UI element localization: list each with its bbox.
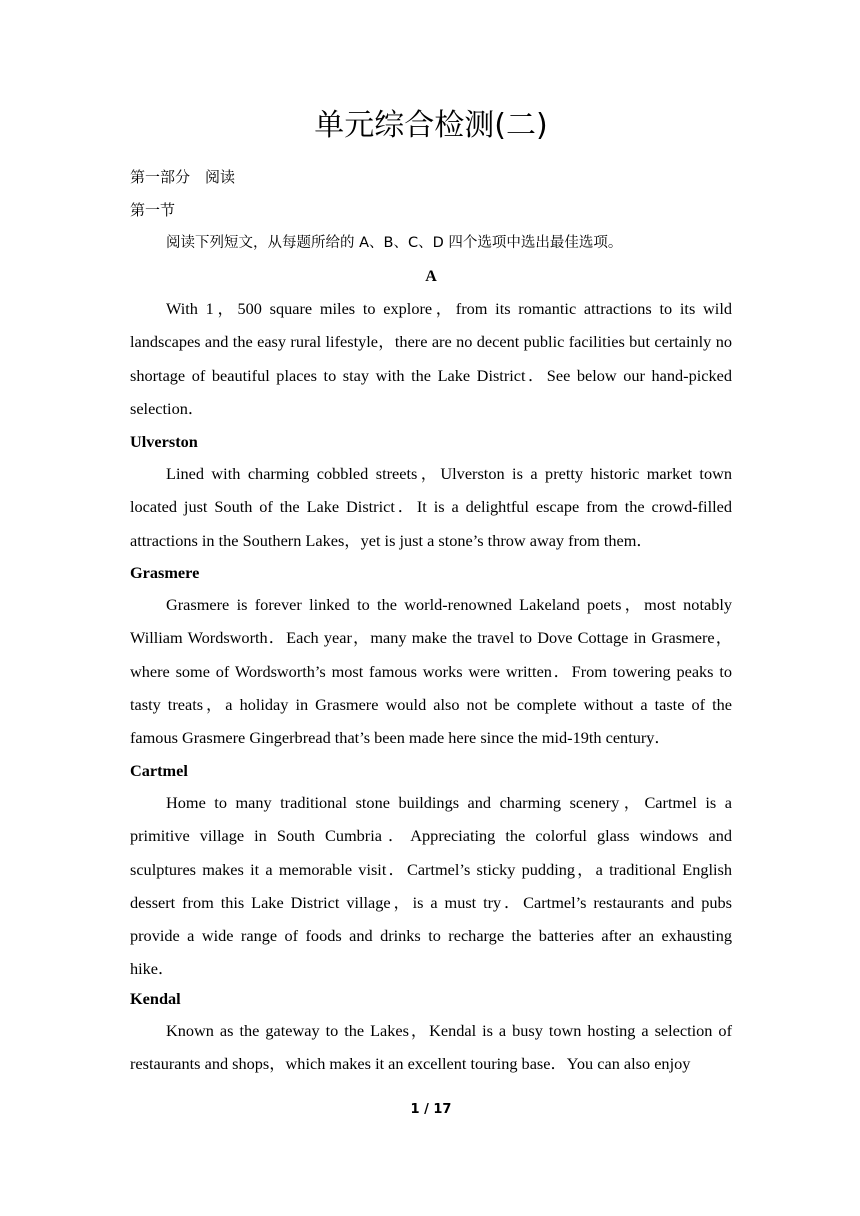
- intro-paragraph: With 1，500 square miles to explore，from its romantic attractions to its wild landscapes and the easy rural lifestyle，there are no decent public facilities but certainly no shortage of beautiful places to stay with the Lake District．See below our hand-picked selection．: [130, 299, 732, 418]
- place-paragraph-ulverston: Lined with charming cobbled streets，Ulverston is a pretty historic market town located just South of the Lake District．It is a delightful escape from the crowd-filled attractions in the Southern Lakes，yet is just a stone’s throw away from them．: [130, 464, 732, 550]
- place-heading-grasmere: Grasmere: [130, 563, 200, 582]
- place-paragraph-kendal: Known as the gateway to the Lakes，Kendal is a busy town hosting a selection of restaurants and shops，which makes it an excellent touring base．You can also enjoy: [130, 1021, 732, 1074]
- section-heading: 第一节: [130, 201, 176, 219]
- passage-label: A: [425, 268, 437, 285]
- place-paragraph-grasmere: Grasmere is forever linked to the world-renowned Lakeland poets，most notably William Wordsworth．Each year，many make the travel to Dove Cottage in Grasmere，where some of Wordsworth’s most famous works were written．From towering peaks to tasty treats，a holiday in Grasmere would also not be complete without a taste of the famous Grasmere Gingerbread that’s been made here since the mid-19th century．: [130, 595, 732, 748]
- place-heading-ulverston: Ulverston: [130, 432, 198, 451]
- place-paragraph-cartmel: Home to many traditional stone buildings and charming scenery，Cartmel is a primitive village in South Cumbria．Appreciating the colorful glass windows and sculptures makes it a memorable visit．Cartmel’s sticky pudding，a traditional English dessert from this Lake District village，is a must try．Cartmel’s restaurants and pubs provide a wide range of foods and drinks to recharge the batteries after an exhausting hike．: [130, 793, 732, 979]
- part-heading: 第一部分 阅读: [130, 168, 236, 186]
- document-title: 单元综合检测(二): [314, 108, 548, 143]
- page-number: 1 / 17: [410, 1102, 452, 1117]
- document-page: [130, 0, 732, 1216]
- instruction-text: 阅读下列短文，从每题所给的 A、B、C、D 四个选项中选出最佳选项。: [166, 235, 623, 251]
- place-heading-cartmel: Cartmel: [130, 761, 188, 780]
- place-heading-kendal: Kendal: [130, 989, 181, 1008]
